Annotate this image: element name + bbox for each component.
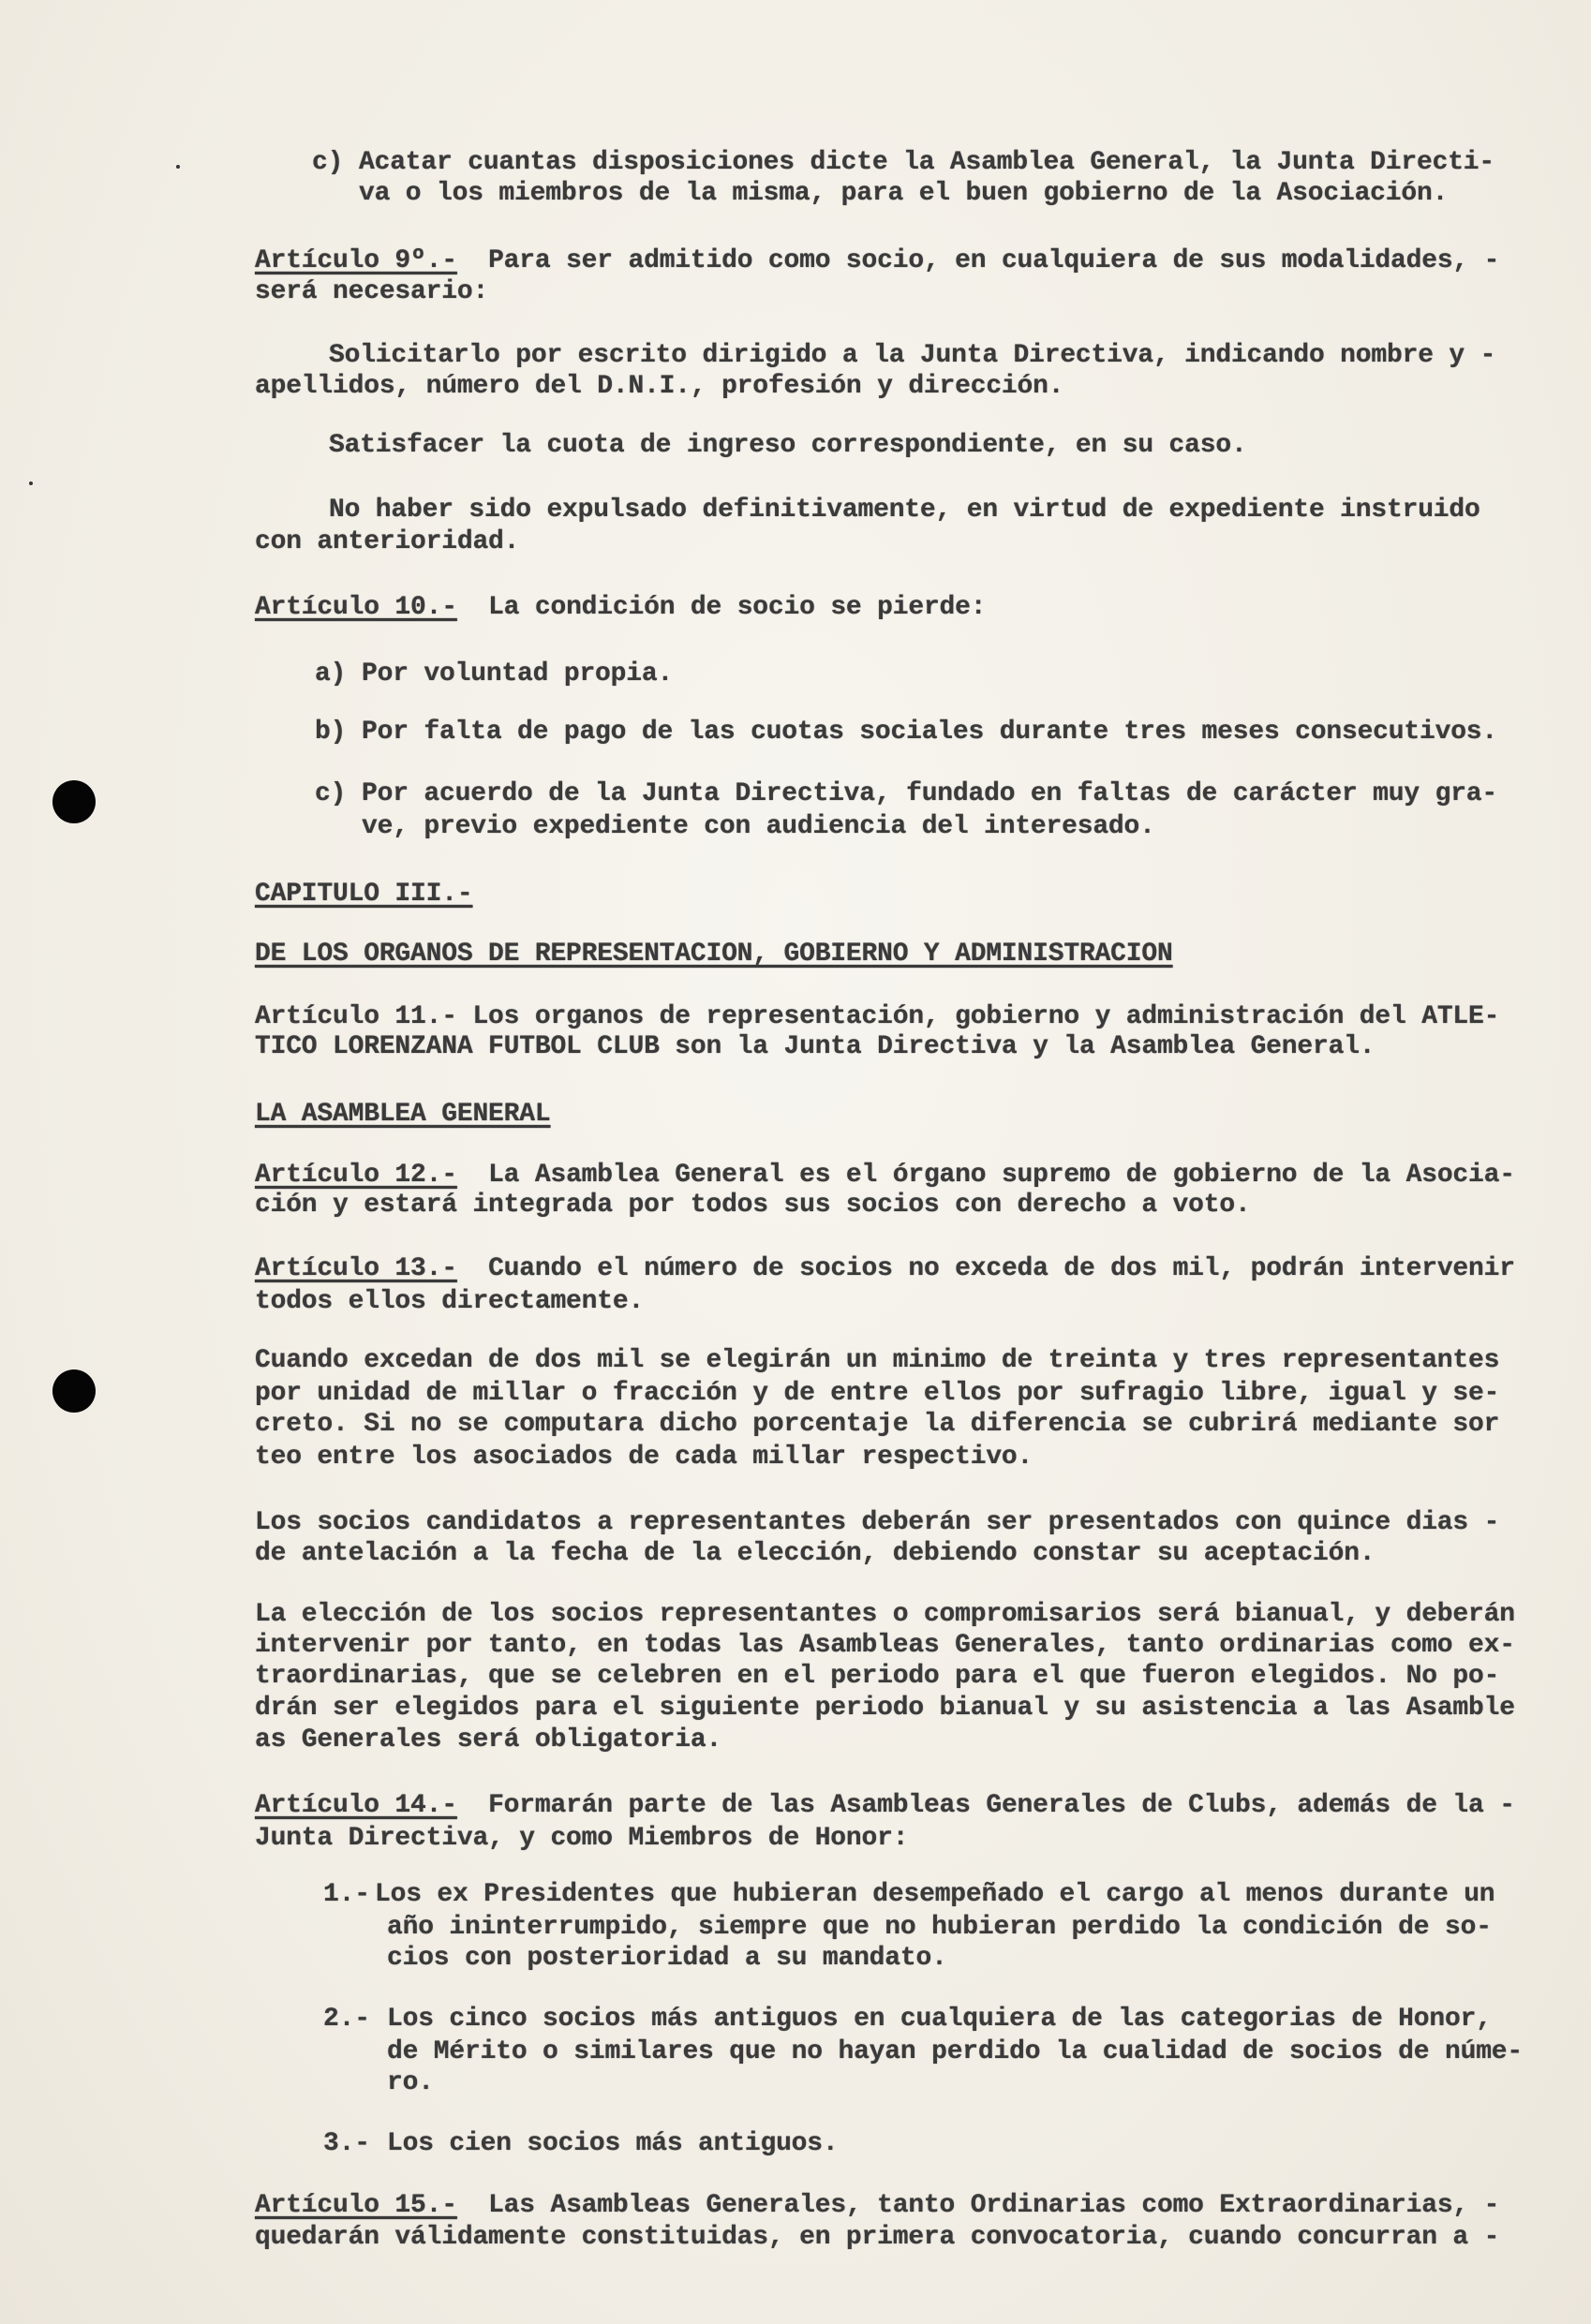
punch-hole [52, 780, 96, 823]
item-text: Por falta de pago de las cuotas sociales durante tres meses consecutivos. [362, 718, 1497, 747]
item-text: va o los miembros de la misma, para el buen gobierno de la Asociación. [359, 179, 1449, 208]
item-text: Los cien socios más antiguos. [387, 2129, 839, 2158]
chapter-title: DE LOS ORGANOS DE REPRESENTACION, GOBIERNO Y ADMINISTRACION [255, 940, 1173, 969]
item-text: de Mérito o similares que no hayan perdido la cualidad de socios de núme- [387, 2037, 1523, 2066]
article-text: Formarán parte de las Asambleas Generales de Clubs, además de la - [488, 1791, 1515, 1820]
article-text: será necesario: [255, 277, 489, 306]
item-text: Los cinco socios más antiguos en cualquiera de las categorias de Honor, [387, 2005, 1492, 2034]
requirement-text: Solicitarlo por escrito dirigido a la Junta Directiva, indicando nombre y - [329, 341, 1496, 370]
item-text: ve, previo expediente con audiencia del interesado. [362, 812, 1155, 841]
item-label: 1.- [323, 1880, 370, 1909]
article-text: ción y estará integrada por todos sus socios con derecho a voto. [255, 1191, 1251, 1220]
article-14 [255, 1790, 1515, 1822]
item-text: Los ex Presidentes que hubieran desempeñado el cargo al menos durante un [375, 1880, 1495, 1909]
item-label: c) [315, 779, 347, 808]
paragraph-text: traordinarias, que se celebren en el periodo para el que fueron elegidos. No po- [255, 1662, 1500, 1691]
article-text: La Asamblea General es el órgano supremo de gobierno de la Asocia- [488, 1161, 1515, 1190]
article-9 [255, 245, 1499, 277]
requirement-text: con anterioridad. [255, 527, 520, 556]
paragraph-text: teo entre los asociados de cada millar respectivo. [255, 1443, 1033, 1472]
paragraph-text: de antelación a la fecha de la elección, debiendo constar su aceptación. [255, 1539, 1375, 1568]
article-text: todos ellos directamente. [255, 1287, 645, 1316]
item-text: Acatar cuantas disposiciones dicte la Asamblea General, la Junta Directi- [359, 148, 1494, 177]
speck [176, 165, 180, 169]
item-text: ro. [387, 2068, 434, 2097]
item-text: Por acuerdo de la Junta Directiva, fundado en faltas de carácter muy gra- [362, 779, 1497, 808]
paragraph-text: creto. Si no se computara dicho porcentaje la diferencia se cubrirá mediante sor [255, 1410, 1500, 1439]
article-heading: Artículo 14.- [255, 1791, 457, 1820]
article-text: La condición de socio se pierde: [488, 593, 987, 622]
article-text: TICO LORENZANA FUTBOL CLUB son la Junta Directiva y la Asamblea General. [255, 1032, 1375, 1061]
article-text: Las Asambleas Generales, tanto Ordinarias como Extraordinarias, - [488, 2191, 1500, 2220]
article-heading: Artículo 15.- [255, 2191, 457, 2220]
paragraph-text: Cuando excedan de dos mil se elegirán un minimo de treinta y tres representantes [255, 1346, 1500, 1375]
section-heading: LA ASAMBLEA GENERAL [255, 1100, 551, 1129]
article-12 [255, 1160, 1515, 1192]
paragraph-text: Los socios candidatos a representantes deberán ser presentados con quince dias - [255, 1508, 1500, 1537]
paragraph-text: as Generales será obligatoria. [255, 1725, 722, 1754]
speck [29, 481, 33, 485]
item-label: c) [312, 148, 344, 177]
article-text: Para ser admitido como socio, en cualquiera de sus modalidades, - [488, 246, 1500, 275]
article-heading: Artículo 12.- [255, 1161, 457, 1190]
article-heading: Artículo 13.- [255, 1254, 457, 1283]
article-heading: Artículo 11.- [255, 1002, 457, 1031]
requirement-text: Satisfacer la cuota de ingreso correspondiente, en su caso. [329, 431, 1247, 460]
article-15 [255, 2190, 1499, 2222]
item-label: b) [315, 718, 347, 747]
item-label: 3.- [323, 2129, 370, 2158]
article-text: Junta Directiva, y como Miembros de Honor: [255, 1824, 909, 1853]
article-text: Los organos de representación, gobierno y administración del ATLE- [472, 1002, 1500, 1031]
article-10 [255, 592, 986, 624]
item-text: Por voluntad propia. [362, 659, 674, 688]
article-11 [255, 1001, 1499, 1033]
item-text: cios con posterioridad a su mandato. [387, 1944, 947, 1973]
article-heading: Artículo 9º.- [255, 246, 457, 275]
requirement-text: apellidos, número del D.N.I., profesión y dirección. [255, 372, 1064, 401]
article-heading: Artículo 10.- [255, 593, 457, 622]
paragraph-text: intervenir por tanto, en todas las Asambleas Generales, tanto ordinarias como ex- [255, 1631, 1515, 1660]
paragraph-text: por unidad de millar o fracción y de entre ellos por sufragio libre, igual y se- [255, 1379, 1500, 1408]
article-text: Cuando el número de socios no exceda de dos mil, podrán intervenir [488, 1254, 1515, 1283]
requirement-text: No haber sido expulsado definitivamente, en virtud de expediente instruido [329, 496, 1480, 525]
paragraph-text: drán ser elegidos para el siguiente periodo bianual y su asistencia a las Asamble [255, 1694, 1515, 1723]
chapter-heading: CAPITULO III.- [255, 880, 473, 909]
article-13 [255, 1253, 1515, 1285]
article-text: quedarán válidamente constituidas, en primera convocatoria, cuando concurran a - [255, 2223, 1500, 2252]
item-label: a) [315, 659, 347, 688]
item-text: año ininterrumpido, siempre que no hubieran perdido la condición de so- [387, 1913, 1492, 1942]
paragraph-text: La elección de los socios representantes o compromisarios será bianual, y deberán [255, 1600, 1515, 1629]
item-label: 2.- [323, 2005, 370, 2034]
punch-hole [52, 1369, 96, 1413]
